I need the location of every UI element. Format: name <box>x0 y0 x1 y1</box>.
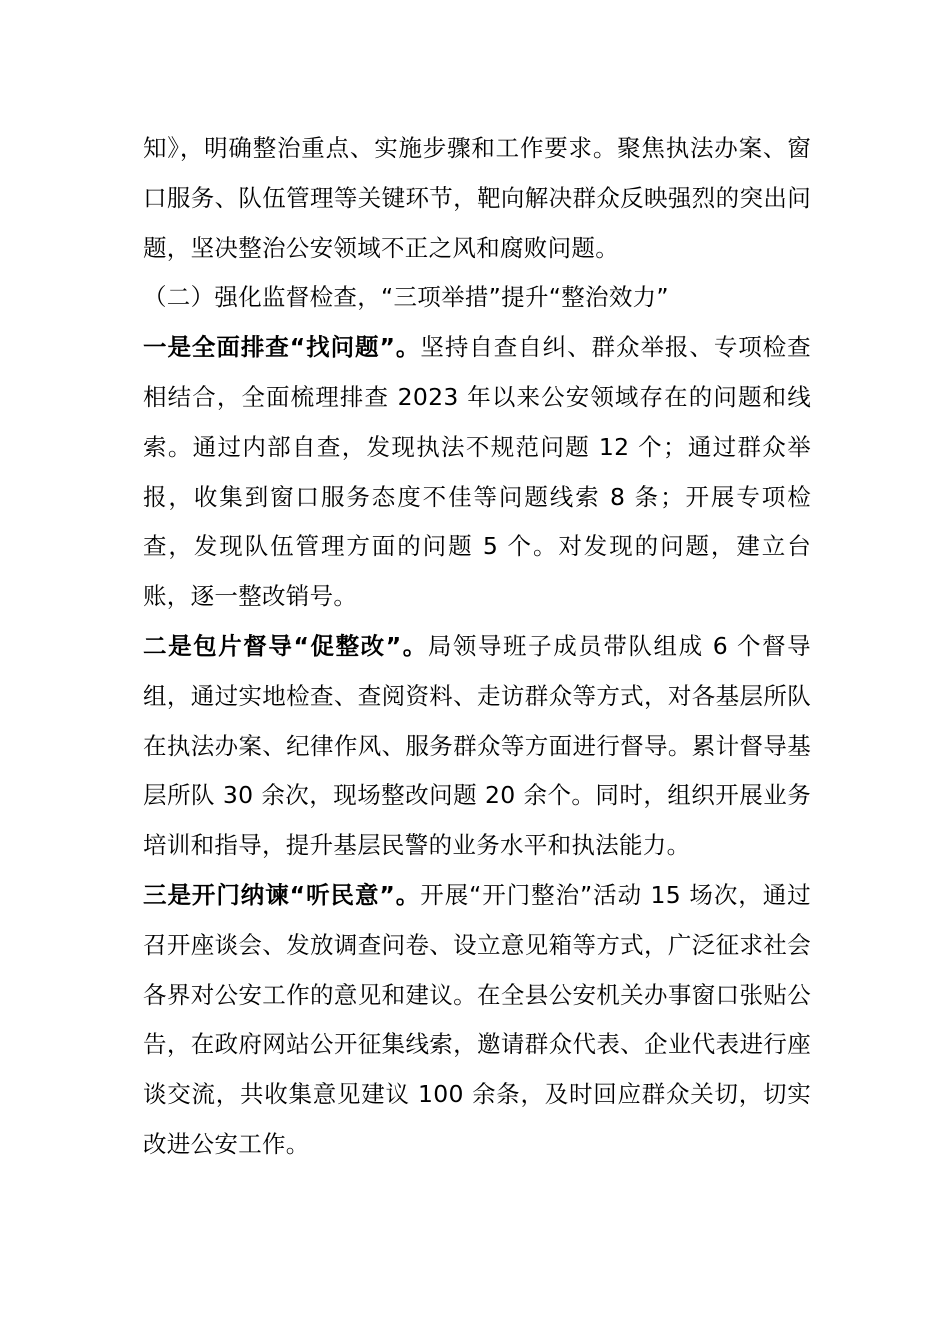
item-lead-3: 三是开门纳谏“听民意”。 <box>143 880 421 909</box>
item-lead-2: 二是包片督导“促整改”。 <box>143 631 428 660</box>
item-body-3: 开展“开门整治”活动 15 场次，通过召开座谈会、发放调查问卷、设立意见箱等方式，广泛征求社会各界对公安工作的意见和建议。在全县公安机关办事窗口张贴公告，在政府网站公开征集线索，邀请群众代表、企业代表进行座谈交流，共收集意见建议 100 余条，及时回应群众关切，切实改进公安工作。 <box>143 880 811 1158</box>
item-lead-1: 一是全面排查“找问题”。 <box>143 333 421 362</box>
item-paragraph-3 <box>143 871 811 1170</box>
section-heading: （二）强化监督检查，“三项举措”提升“整治效力” <box>143 283 669 312</box>
intro-paragraph: 知》，明确整治重点、实施步骤和工作要求。聚焦执法办案、窗口服务、队伍管理等关键环节，靶向解决群众反映强烈的突出问题，坚决整治公安领域不正之风和腐败问题。 <box>143 134 811 262</box>
item-paragraph-2 <box>143 622 811 871</box>
item-body-1: 坚持自查自纠、群众举报、专项检查相结合，全面梳理排查 2023 年以来公安领域存在的问题和线索。通过内部自查，发现执法不规范问题 12 个；通过群众举报，收集到窗口服务态度不佳等问题线索 8 条；开展专项检查，发现队伍管理方面的问题 5 个。对发现的问题，建立台账，逐一整改销号。 <box>143 333 811 611</box>
item-paragraph-1 <box>143 323 811 622</box>
document-body <box>143 124 811 1170</box>
item-body-2: 局领导班子成员带队组成 6 个督导组，通过实地检查、查阅资料、走访群众等方式，对各基层所队在执法办案、纪律作风、服务群众等方面进行督导。累计督导基层所队 30 余次，现场整改问题 20 余个。同时，组织开展业务培训和指导，提升基层民警的业务水平和执法能力。 <box>143 631 811 860</box>
